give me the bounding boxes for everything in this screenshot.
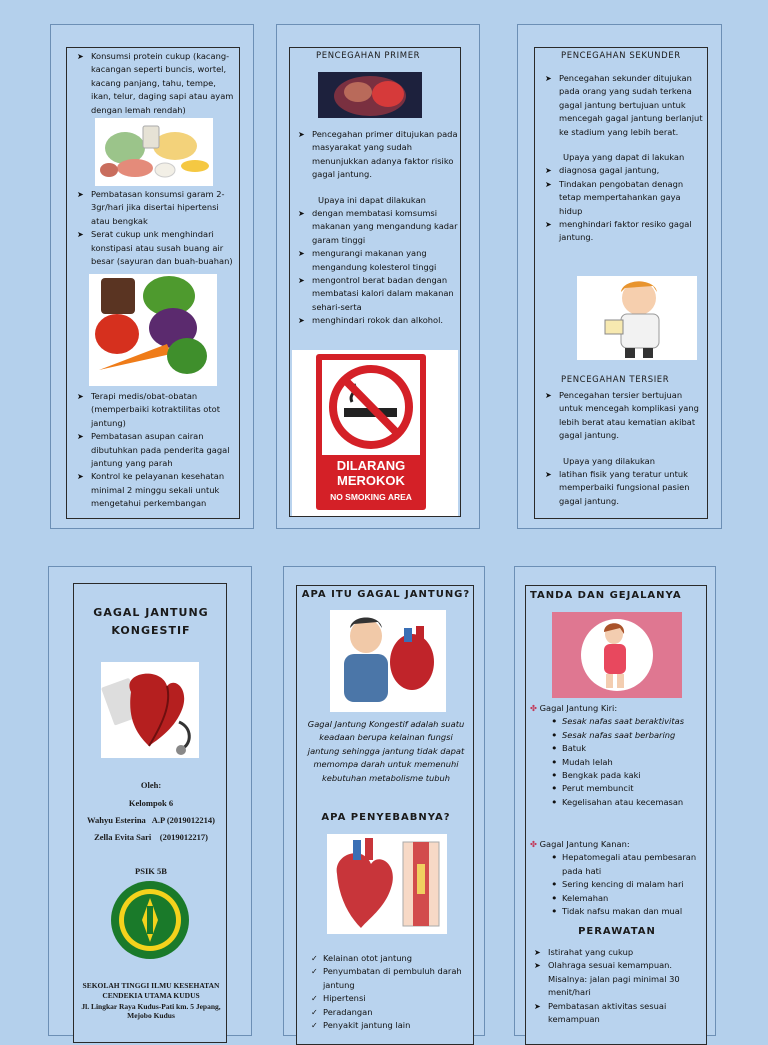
vegetables-image bbox=[89, 274, 217, 386]
cover-oleh: Oleh: bbox=[140, 780, 162, 790]
care-list bbox=[534, 946, 706, 1026]
list-item: • Sesak nafas saat berbaring bbox=[548, 729, 706, 742]
school-logo bbox=[110, 880, 190, 960]
list-item: • Kelemahan bbox=[548, 892, 706, 905]
doctor-image bbox=[577, 276, 697, 360]
definition-text: Gagal Jantung Kongestif adalah suatu keadaan berupa kelainan fungsi jantung sehingga jantung tidak dapat memompa darah untuk memenuhi kebutuhan metabolisme tubuh bbox=[307, 719, 465, 783]
care-title: PERAWATAN bbox=[578, 926, 656, 937]
list-item: ➤ Serat cukup unk menghindari konstipasi atau susah buang air besar (sayuran dan buah-buahan) bbox=[77, 228, 237, 268]
list-item: ➤ Pembatasan konsumsi garam 2-3gr/hari jika disertai hipertensi atau bengkak bbox=[77, 188, 237, 228]
left-heart-section bbox=[530, 702, 706, 809]
tertiary-upaya: Upaya yang dilakukan bbox=[563, 455, 655, 466]
cause-list bbox=[311, 952, 471, 1032]
list-item: ✓ Peradangan bbox=[311, 1006, 471, 1019]
heart-bullet-icon: ✤ bbox=[530, 703, 537, 713]
woman-chest-pain-image bbox=[552, 612, 682, 698]
chest-pain-image bbox=[318, 72, 422, 118]
cover-title-line2: KONGESTIF bbox=[111, 624, 191, 637]
diet-list-bottom bbox=[77, 390, 239, 511]
diet-list-mid bbox=[77, 188, 237, 268]
definition-title: APA ITU GAGAL JANTUNG? bbox=[301, 589, 471, 600]
tertiary-title: PENCEGAHAN TERSIER bbox=[561, 375, 670, 385]
primary-title: PENCEGAHAN PRIMER bbox=[316, 51, 421, 61]
panel-definition-frame bbox=[296, 585, 474, 1045]
panel-cover bbox=[48, 566, 252, 1036]
protein-food-image bbox=[95, 118, 213, 186]
list-item: ➤ Pembatasan aktivitas sesuai kemampuan bbox=[534, 1000, 706, 1027]
school-name-line1: SEKOLAH TINGGI ILMU KESEHATAN bbox=[82, 981, 220, 990]
list-item: • Batuk bbox=[548, 742, 706, 755]
right-heart-section bbox=[530, 838, 706, 918]
list-item: ➤ dengan membatasi komsumsi makanan yang mengandung kadar garam tinggi bbox=[298, 207, 460, 247]
cover-class: PSIK 5B bbox=[135, 866, 167, 876]
panel-symptoms-frame bbox=[525, 585, 707, 1045]
sign-text-no-smoking: NO SMOKING AREA bbox=[330, 492, 412, 502]
panel-diet-frame bbox=[66, 47, 240, 519]
cover-kelompok: Kelompok 6 bbox=[128, 798, 174, 808]
list-item: ➤ Pencegahan primer ditujukan pada masyarakat yang sudah menunjukkan adanya faktor risiko gagal jantung. bbox=[298, 128, 460, 182]
list-item: ➤ latihan fisik yang teratur untuk memperbaiki fungsional pasien gagal jantung. bbox=[545, 468, 707, 508]
list-item: ➤ Konsumsi protein cukup (kacang-kacangan seperti buncis, wortel, kacang panjang, tahu, tempe, ikan, telur, daging sapi atau ayam dengan lemah rendah) bbox=[77, 50, 237, 117]
panel-primary-frame bbox=[289, 47, 461, 517]
list-item: • Perut membuncit bbox=[548, 782, 706, 795]
sign-text-merokok: MEROKOK bbox=[337, 473, 405, 488]
list-item: • Sering kencing di malam hari bbox=[548, 878, 706, 891]
list-item: ➤ Pencegahan tersier bertujuan untuk mencegah komplikasi yang lebih berat atau kematian akibat gagal jantung. bbox=[545, 389, 707, 443]
list-item: ➤ Kontrol ke pelayanan kesehatan minimal 2 minggu sekali untuk mengetahui perkembangan bbox=[77, 470, 239, 510]
primary-text bbox=[298, 128, 460, 328]
cause-title: APA PENYEBABNYA? bbox=[321, 812, 451, 823]
panel-secondary-prevention bbox=[517, 24, 722, 529]
no-smoking-sign bbox=[292, 350, 458, 516]
panel-cover-frame bbox=[73, 583, 227, 1043]
diet-list-top bbox=[77, 50, 237, 117]
panel-diet bbox=[50, 24, 254, 529]
list-item: • Kegelisahan atau kecemasan bbox=[548, 796, 706, 809]
list-item: ➤ mengurangi makanan yang mengandung kolesterol tinggi bbox=[298, 247, 460, 274]
list-item: ➤ menghindari rokok dan alkohol. bbox=[298, 314, 460, 327]
list-item: ✓ Penyumbatan di pembuluh darah jantung bbox=[311, 965, 471, 992]
cover-member-1: Wahyu Esterina A.P (2019012214) bbox=[87, 815, 215, 825]
sick-man-heart-image bbox=[330, 610, 446, 712]
panel-symptoms bbox=[514, 566, 716, 1036]
secondary-title: PENCEGAHAN SEKUNDER bbox=[561, 51, 681, 61]
list-item: ➤ Tindakan pengobatan denagn tetap mempertahankan gaya hidup bbox=[545, 178, 705, 218]
list-item: ✓ Kelainan otot jantung bbox=[311, 952, 471, 965]
list-item: • Sesak nafas saat beraktivitas bbox=[548, 715, 706, 728]
list-item: ➤ Pencegahan sekunder ditujukan pada orang yang sudah terkena gagal jantung bertujuan untuk mencegah gagal jantung berlanjut ke stadium yang lebih berat. bbox=[545, 72, 705, 139]
list-item: ➤ Pembatasan asupan cairan dibutuhkan pada penderita gagal jantung yang parah bbox=[77, 430, 239, 470]
list-item: ➤ mengontrol berat badan dengan membatasi kalori dalam makanan sehari-serta bbox=[298, 274, 460, 314]
tertiary-text bbox=[545, 389, 707, 508]
cover-title-line1: GAGAL JANTUNG bbox=[93, 606, 209, 619]
secondary-upaya: Upaya yang dapat di lakukan bbox=[563, 152, 685, 163]
right-heart-label: ✤ Gagal Jantung Kanan: bbox=[530, 839, 630, 849]
list-item: • Hepatomegali atau pembesaran pada hati bbox=[548, 851, 706, 878]
list-item: • Tidak nafsu makan dan mual bbox=[548, 905, 706, 918]
primary-upaya: Upaya ini dapat dilakukan bbox=[318, 194, 426, 205]
panel-definition bbox=[283, 566, 485, 1036]
cover-member-2: Zella Evita Sari (2019012217) bbox=[94, 832, 208, 842]
list-item: ✓ Penyakit jantung lain bbox=[311, 1019, 471, 1032]
symptoms-title: TANDA DAN GEJALANYA bbox=[530, 590, 682, 601]
heart-bullet-icon: ✤ bbox=[530, 839, 537, 849]
sign-text-dilarang: DILARANG bbox=[336, 458, 406, 473]
panel-primary-prevention bbox=[276, 24, 480, 529]
school-name-line2: CENDEKIA UTAMA KUDUS bbox=[102, 991, 200, 1000]
list-item: • Mudah lelah bbox=[548, 756, 706, 769]
list-item: ➤ Istirahat yang cukup bbox=[534, 946, 706, 959]
school-address: Jl. Lingkar Raya Kudus-Pati km. 5 Jepang, Mejobo Kudus bbox=[81, 1002, 221, 1020]
heart-stethoscope-image bbox=[101, 662, 199, 758]
list-item: ➤ diagnosa gagal jantung, bbox=[545, 164, 705, 177]
list-item: ➤ Terapi medis/obat-obatan (memperbaiki kotraktilitas otot jantung) bbox=[77, 390, 239, 430]
heart-anatomy-image bbox=[327, 834, 447, 934]
list-item: ➤ menghindari faktor resiko gagal jantung. bbox=[545, 218, 705, 245]
secondary-text bbox=[545, 72, 705, 245]
list-item: ✓ Hipertensi bbox=[311, 992, 471, 1005]
list-item: ➤ Olahraga sesuai kemampuan. Misalnya: jalan pagi minimal 30 menit/hari bbox=[534, 959, 706, 999]
panel-secondary-frame bbox=[534, 47, 708, 519]
left-heart-label: ✤ Gagal Jantung Kiri: bbox=[530, 703, 618, 713]
list-item: • Bengkak pada kaki bbox=[548, 769, 706, 782]
